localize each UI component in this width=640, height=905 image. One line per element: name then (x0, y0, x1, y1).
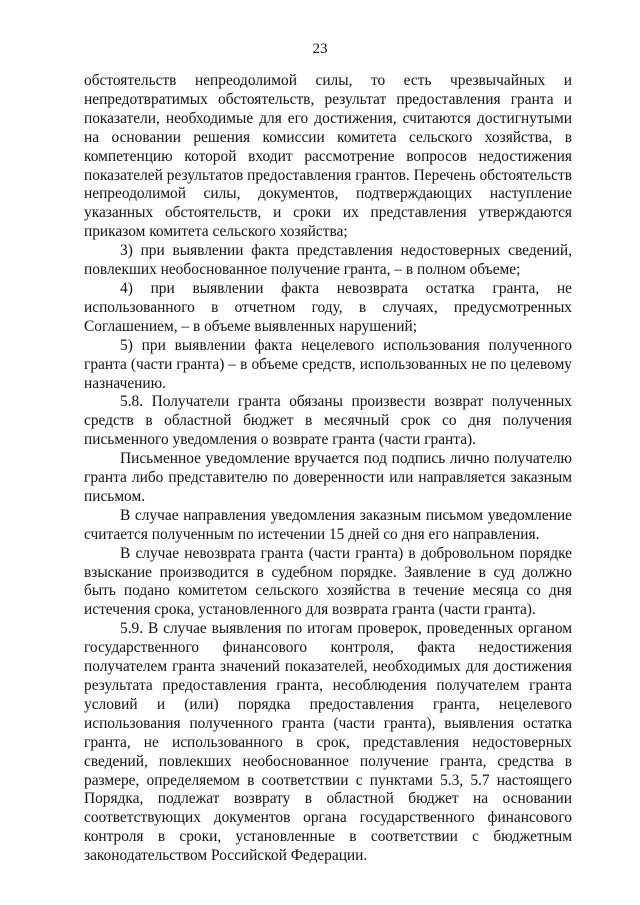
document-body (84, 72, 572, 866)
paragraph-registered-mail: В случае направления уведомления заказным письмом уведомление считается полученным по истечении 15 дней со дня его направления. (84, 506, 572, 543)
paragraph-section-5-9: 5.9. В случае выявления по итогам проверок, проведенных органом государственного финансового контроля, факта недостижения получателем гранта значений показателей, необходимых для достижения результата предоставления гранта, несоблюдения получателем гранта условий и (или) порядка предоставления гранта, нецелевого использования полученного гранта (части гранта), выявления остатка гранта, не использованного в срок, представления недостоверных сведений, повлекших необоснованное получение гранта, средства в размере, определяемом в соответствии с пунктами 5.3, 5.7 настоящего Порядка, подлежат возврату в областной бюджет на основании соответствующих документов органа государственного финансового контроля в сроки, установленные в соответствии с бюджетным законодательством Российской Федерации. (84, 620, 572, 865)
paragraph-non-return: В случае невозврата гранта (части гранта) в добровольном порядке взыскание производится в судебном порядке. Заявление в суд должно быть подано комитетом сельского хозяйства в течение месяца со дня истечения срока, установленного для возврата гранта (части гранта). (84, 544, 572, 619)
paragraph-notification-delivery: Письменное уведомление вручается под подпись лично получателю гранта либо представителю по доверенности или направляется заказным письмом. (84, 450, 572, 505)
paragraph-section-5-8: 5.8. Получатели гранта обязаны произвести возврат полученных средств в областной бюджет в месячный срок со дня получения письменного уведомления о возврате гранта (части гранта). (84, 393, 572, 449)
paragraph-force-majeure-continuation: обстоятельств непреодолимой силы, то есть чрезвычайных и непредотвратимых обстоятельств, результат предоставления гранта и показатели, необходимые для его достижения, считаются достигнутыми на основании решения комиссии комитета сельского хозяйства, в компетенцию которой входит рассмотрение вопросов недостижения показателей результатов предоставления грантов. Перечень обстоятельств непреодолимой силы, документов, подтверждающих наступление указанных обстоятельств, и сроки их представления утверждаются приказом комитета сельского хозяйства; (84, 72, 572, 241)
page-number: 23 (312, 41, 328, 57)
paragraph-item-5: 5) при выявлении факта нецелевого использования полученного гранта (части гранта) – в объеме средств, использованных не по целевому назначению. (84, 336, 572, 392)
paragraph-item-3: 3) при выявлении факта представления недостоверных сведений, повлекших необоснованное получение гранта, – в полном объеме; (84, 242, 572, 279)
paragraph-item-4: 4) при выявлении факта невозврата остатка гранта, не использованного в отчетном году, в случаях, предусмотренных Соглашением, – в объеме выявленных нарушений; (84, 279, 572, 335)
